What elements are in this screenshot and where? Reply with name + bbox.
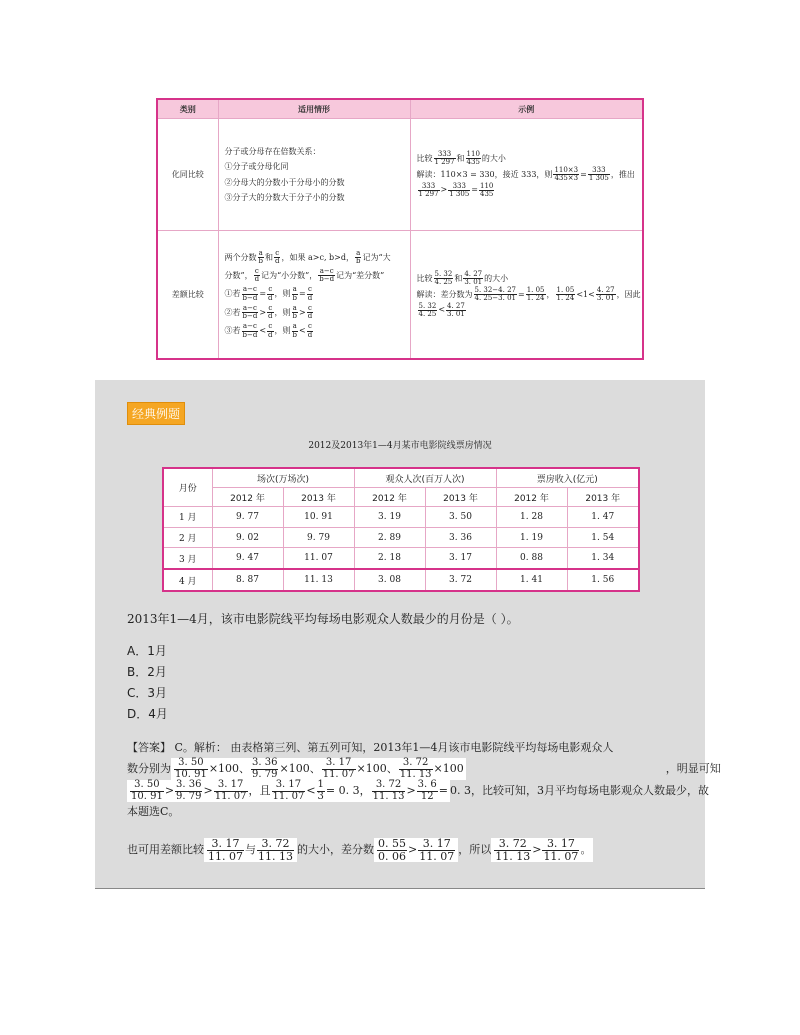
month-cell: 3 月 — [164, 548, 212, 569]
example-cell: 比较 $\frac{333}{1 297}$ 和 $\frac{110}{435}$ 的大小 解读：110×3 = 330，接近 333，则 $\frac{110\times 3}{435\times 3}$ = $\frac{333}{1 305}$ ，推出 $\frac{333}{1 297}$ > $\frac{333}{1 305}$ = $\frac{110}{435}$ — [410, 119, 642, 231]
value-cell: 11. 07 — [283, 548, 354, 569]
value-cell: 11. 13 — [283, 569, 354, 590]
value-cell: 2. 18 — [354, 548, 425, 569]
value-cell: 1. 41 — [496, 569, 567, 590]
value-cell: 2. 89 — [354, 527, 425, 548]
header-group-revenue: 票房收入(亿元) — [496, 469, 638, 488]
table-row — [164, 569, 638, 590]
value-cell: 3. 36 — [425, 527, 496, 548]
table-row — [164, 527, 638, 548]
category-cell: 化同比较 — [158, 119, 218, 231]
header-year: 2013 年 — [283, 488, 354, 507]
header-example: 示例 — [410, 100, 642, 119]
option-b: B．2月 — [127, 665, 167, 679]
month-cell: 4 月 — [164, 569, 212, 590]
example-badge: 经典例题 — [127, 402, 185, 425]
value-cell: 3. 08 — [354, 569, 425, 590]
header-year: 2013 年 — [425, 488, 496, 507]
month-cell: 1 月 — [164, 507, 212, 528]
answer-line-3: $\frac{3. 50}{10. 91}$ > $\frac{3. 36}{9. 79}$ > $\frac{3. 17}{11. 07}$ ，且 $\frac{3. 17}{11. 07}$ < $\frac{1}{3}$ = 0. 3， $\frac{3. 72}{11. 13}$ > $\frac{3. 6}{12}$ = 0. 3，比较可知，3月平均每场电影观众人数最少，故 — [127, 780, 707, 802]
value-cell: 3. 19 — [354, 507, 425, 528]
value-cell: 3. 50 — [425, 507, 496, 528]
value-cell: 9. 02 — [212, 527, 283, 548]
data-table-title: 2012及2013年1—4月某市电影院线票房情况 — [308, 441, 492, 451]
header-category: 类别 — [158, 100, 218, 119]
value-cell: 1. 34 — [567, 548, 638, 569]
conditions-cell: 两个分数 $\frac{a}{b}$ 和 $\frac{c}{d}$ ，如果 a>c, b>d， $\frac{a}{b}$ 记为“大 分数”， $\frac{c}{d}$ 记为“小分数”， $\frac{a-c}{b-d}$ 记为“差分数” ①若 $\frac{a-c}{b-d}$ = $\frac{c}{d}$ ，则 $\frac{a}{b}$ = $\frac{c}{d}$ ②若 $\frac{a-c}{b-d}$ > $\frac{c}{d}$ ，则 $\frac{a}{b}$ > $\frac{c}{d}$ ③若 $\frac{a-c}{b-d}$ < $\frac{c}{d}$ ，则 $\frac{a}{b}$ < $\frac{c}{d}$ — [218, 231, 410, 359]
example-cell: 比较 $\frac{5. 32}{4. 25}$ 和 $\frac{4. 27}{3. 01}$ 的大小 解读：差分数为 $\frac{5. 32-4. 27}{4. 25-3. 01}$ = $\frac{1. 05}{1. 24}$ ， $\frac{1. 05}{1. 24}$ <1< $\frac{4. 27}{3. 01}$ ，因此 $\frac{5. 32}{4. 25}$ < $\frac{4. 27}{3. 01}$ — [410, 231, 642, 359]
answer-line-2: 数分别为 $\frac{3. 50}{10. 91}$ ×100、 $\frac{3. 36}{9. 79}$ ×100、 $\frac{3. 17}{11. 07}$ ×100、 $\frac{3. 72}{11. 13}$ ×100 ，明显可知 — [127, 757, 721, 780]
header-conditions: 适用情形 — [218, 100, 410, 119]
header-month: 月份 — [164, 469, 212, 507]
option-a: A．1月 — [127, 644, 167, 658]
answer-explanation — [127, 738, 721, 822]
value-cell: 1. 54 — [567, 527, 638, 548]
value-cell: 9. 47 — [212, 548, 283, 569]
header-year: 2012 年 — [212, 488, 283, 507]
question-text: 2013年1—4月，该市电影院线平均每场电影观众人数最少的月份是（ ）。 — [127, 612, 519, 626]
value-cell: 10. 91 — [283, 507, 354, 528]
category-cell: 差额比较 — [158, 231, 218, 359]
header-group-audience: 观众人次(百万人次) — [354, 469, 496, 488]
value-cell: 0. 88 — [496, 548, 567, 569]
alternative-method: 也可用差额比较 $\frac{3. 17}{11. 07}$ 与 $\frac{3. 72}{11. 13}$ 的大小，差分数 $\frac{0. 55}{0. 06}$ > $\frac{3. 17}{11. 07}$ ，所以 $\frac{3. 72}{11. 13}$ > $\frac{3. 17}{11. 07}$ 。 — [127, 837, 592, 863]
answer-line-4: 本题选C。 — [127, 805, 180, 818]
value-cell: 8. 87 — [212, 569, 283, 590]
table-row — [164, 548, 638, 569]
option-c: C．3月 — [127, 686, 168, 700]
header-group-screenings: 场次(万场次) — [212, 469, 354, 488]
conditions-cell: 分子或分母存在倍数关系： ①分子或分母化同 ②分母大的分数小于分母小的分数 ③分子大的分数大于分子小的分数 — [218, 119, 410, 231]
value-cell: 1. 56 — [567, 569, 638, 590]
value-cell: 1. 28 — [496, 507, 567, 528]
value-cell: 9. 77 — [212, 507, 283, 528]
header-year: 2012 年 — [354, 488, 425, 507]
value-cell: 1. 47 — [567, 507, 638, 528]
box-office-table — [162, 467, 640, 592]
value-cell: 9. 79 — [283, 527, 354, 548]
value-cell: 3. 72 — [425, 569, 496, 590]
comparison-table — [156, 98, 644, 360]
table-row — [164, 507, 638, 528]
header-year: 2013 年 — [567, 488, 638, 507]
option-d: D．4月 — [127, 707, 168, 721]
example-panel — [95, 380, 721, 889]
value-cell: 3. 17 — [425, 548, 496, 569]
header-year: 2012 年 — [496, 488, 567, 507]
answer-line-1: 【答案】 C。解析： 由表格第三列、第五列可知，2013年1—4月该市电影院线平均每场电影观众人 — [127, 741, 614, 754]
month-cell: 2 月 — [164, 527, 212, 548]
value-cell: 1. 19 — [496, 527, 567, 548]
